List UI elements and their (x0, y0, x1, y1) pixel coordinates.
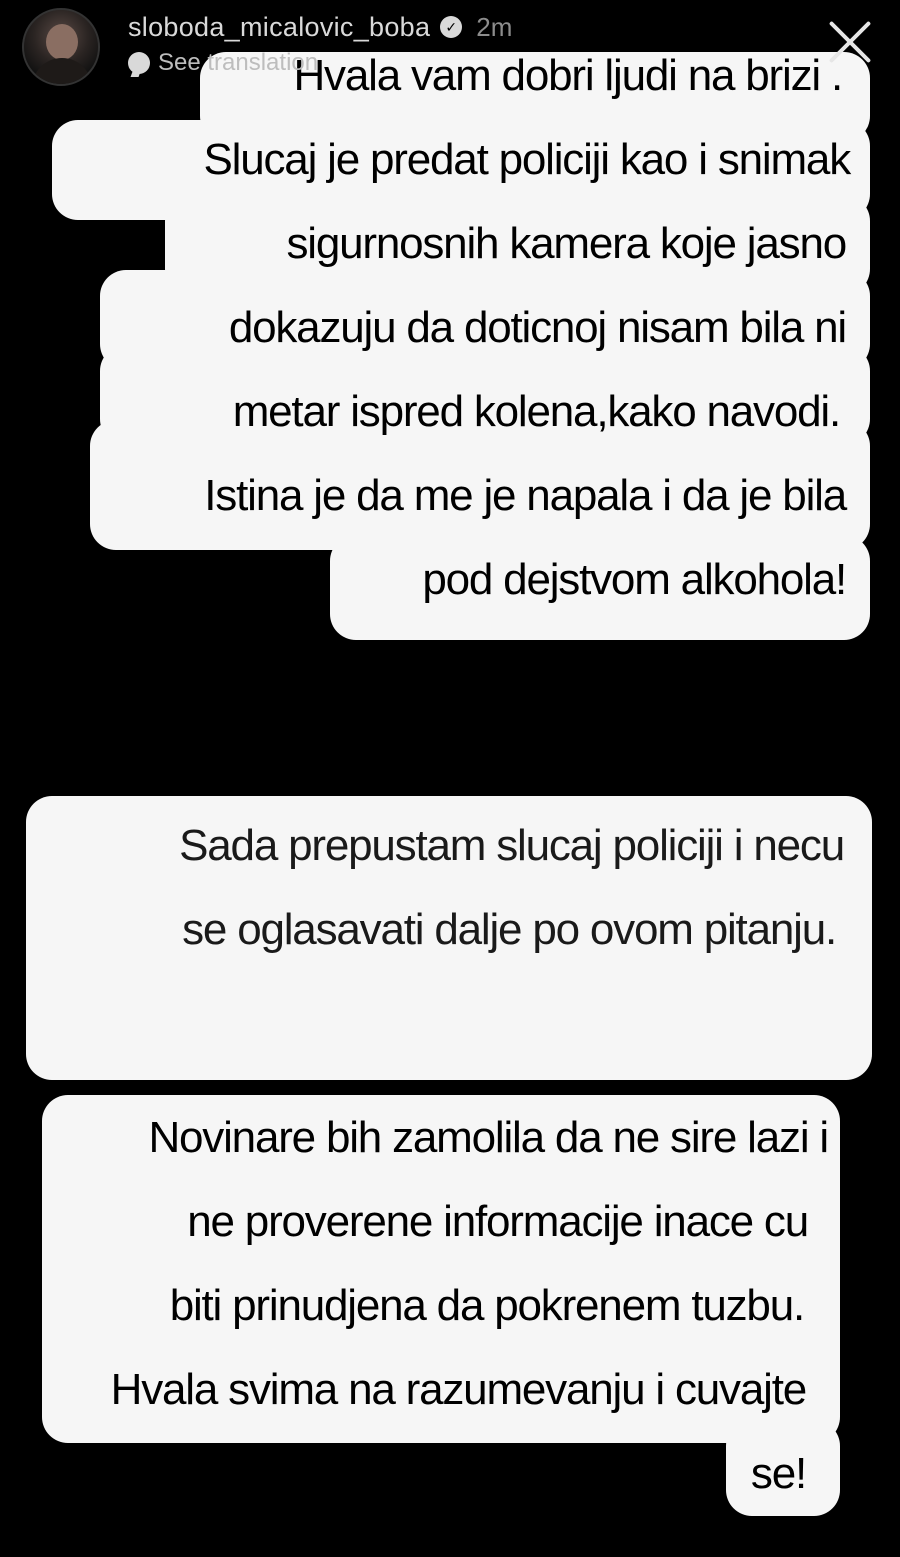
bubble-1-line-2: Slucaj je predat policiji kao i snimak (203, 135, 850, 184)
verified-badge-icon: ✓ (440, 16, 462, 38)
translate-icon (128, 52, 150, 74)
avatar[interactable] (22, 8, 100, 86)
bubble-3-line-2: ne proverene informacije inace cu (187, 1197, 808, 1246)
see-translation-button[interactable] (128, 48, 318, 78)
see-translation-label: See translation (158, 49, 319, 76)
bubble-1-line-6: Istina je da me je napala i da je bila (204, 471, 846, 520)
bubble-1-line-5: metar ispred kolena,kako navodi. (232, 387, 840, 436)
bubble-1-line-1: Hvala vam dobri ljudi na brizi . (293, 51, 842, 100)
close-icon[interactable] (820, 12, 880, 72)
bubble-2-line-2: se oglasavati dalje po ovom pitanju. (182, 905, 836, 954)
time-ago: 2m (476, 11, 513, 42)
bubble-3-line-1: Novinare bih zamolila da ne sire lazi i (148, 1113, 828, 1162)
bubble-1-line-7: pod dejstvom alkohola! (422, 555, 846, 604)
bubble-2-line-1: Sada prepustam slucaj policiji i necu (179, 821, 844, 870)
text-bubble-2 (26, 796, 872, 1080)
story-header (0, 0, 900, 90)
username[interactable]: sloboda_micalovic_boba (128, 11, 431, 42)
bubble-3-line-4: Hvala svima na razumevanju i cuvajte (110, 1365, 806, 1414)
bubble-3-line-5: se! (750, 1449, 806, 1498)
bubble-3-line-3: biti prinudjena da pokrenem tuzbu. (169, 1281, 804, 1330)
username-row (128, 10, 512, 44)
bubble-1-line-3: sigurnosnih kamera koje jasno (286, 219, 846, 268)
bubble-1-line-4: dokazuju da doticnoj nisam bila ni (228, 303, 846, 352)
